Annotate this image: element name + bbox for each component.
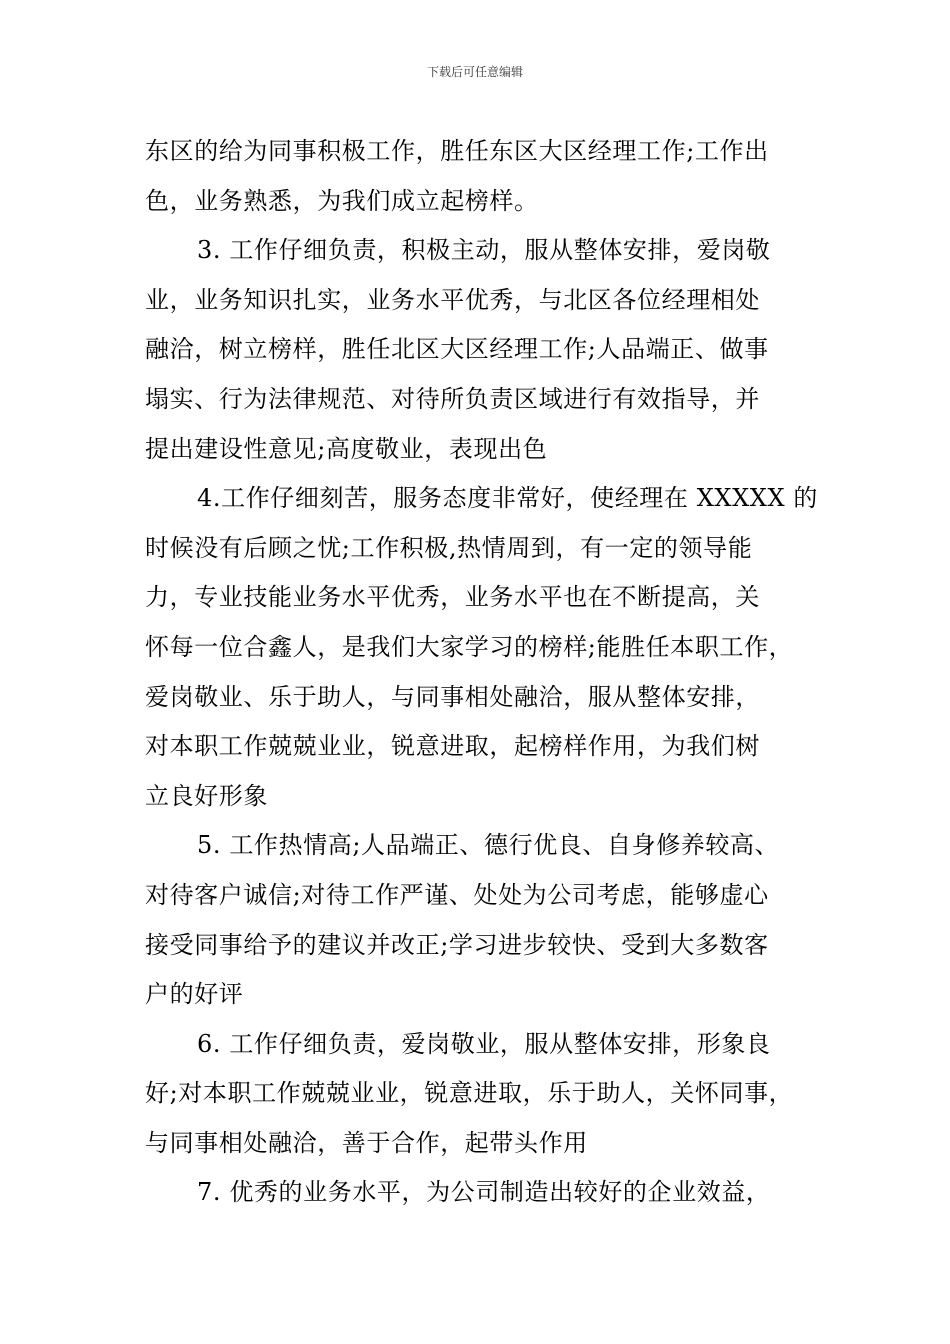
text-line: 怀每一位合鑫人，是我们大家学习的榜样;能胜任本职工作， xyxy=(145,632,794,661)
text-line: 立良好形象 xyxy=(145,781,268,810)
text-line: 4.工作仔细刻苦，服务态度非常好，使经理在 XXXXX 的 xyxy=(197,484,818,513)
text-line: 7. 优秀的业务水平，为公司制造出较好的企业效益， xyxy=(197,1178,771,1207)
text-line: 6. 工作仔细负责，爱岗敬业，服从整体安排，形象良 xyxy=(197,1029,771,1058)
text-line: 业，业务知识扎实，业务水平优秀，与北区各位经理相处 xyxy=(145,285,760,314)
text-line: 东区的给为同事积极工作，胜任东区大区经理工作;工作出 xyxy=(145,137,769,165)
text-line: 融洽，树立榜样，胜任北区大区经理工作;人品端正、做事 xyxy=(145,335,769,364)
text-line: 3. 工作仔细负责，积极主动，服从整体安排，爱岗敬 xyxy=(197,236,771,265)
text-line: 塌实、行为法律规范、对待所负责区域进行有效指导，并 xyxy=(145,384,760,413)
text-line: 提出建设性意见;高度敬业，表现出色 xyxy=(145,434,548,463)
document-body xyxy=(145,127,818,1218)
text-line: 对本职工作兢兢业业，锐意进取，起榜样作用，为我们树 xyxy=(145,732,760,761)
text-line: 爱岗敬业、乐于助人，与同事相处融洽，服从整体安排， xyxy=(145,682,760,711)
text-line: 时候没有后顾之忧;工作积极,热情周到，有一定的领导能 xyxy=(145,533,753,562)
text-line: 5. 工作热情高;人品端正、德行优良、自身修养较高、 xyxy=(197,831,780,860)
text-line: 户的好评 xyxy=(145,980,244,1009)
text-line: 与同事相处融洽，善于合作，起带头作用 xyxy=(145,1128,588,1157)
text-line: 对待客户诚信;对待工作严谨、处处为公司考虑，能够虚心 xyxy=(145,880,769,909)
text-line: 力，专业技能业务水平优秀，业务水平也在不断提高，关 xyxy=(145,583,760,612)
text-line: 好;对本职工作兢兢业业，锐意进取，乐于助人，关怀同事， xyxy=(145,1079,794,1108)
text-line: 色，业务熟悉，为我们成立起榜样。 xyxy=(145,186,539,215)
page-header: 下载后可任意编辑 xyxy=(426,65,523,79)
text-line: 接受同事给予的建议并改正;学习进步较快、受到大多数客 xyxy=(145,930,769,959)
